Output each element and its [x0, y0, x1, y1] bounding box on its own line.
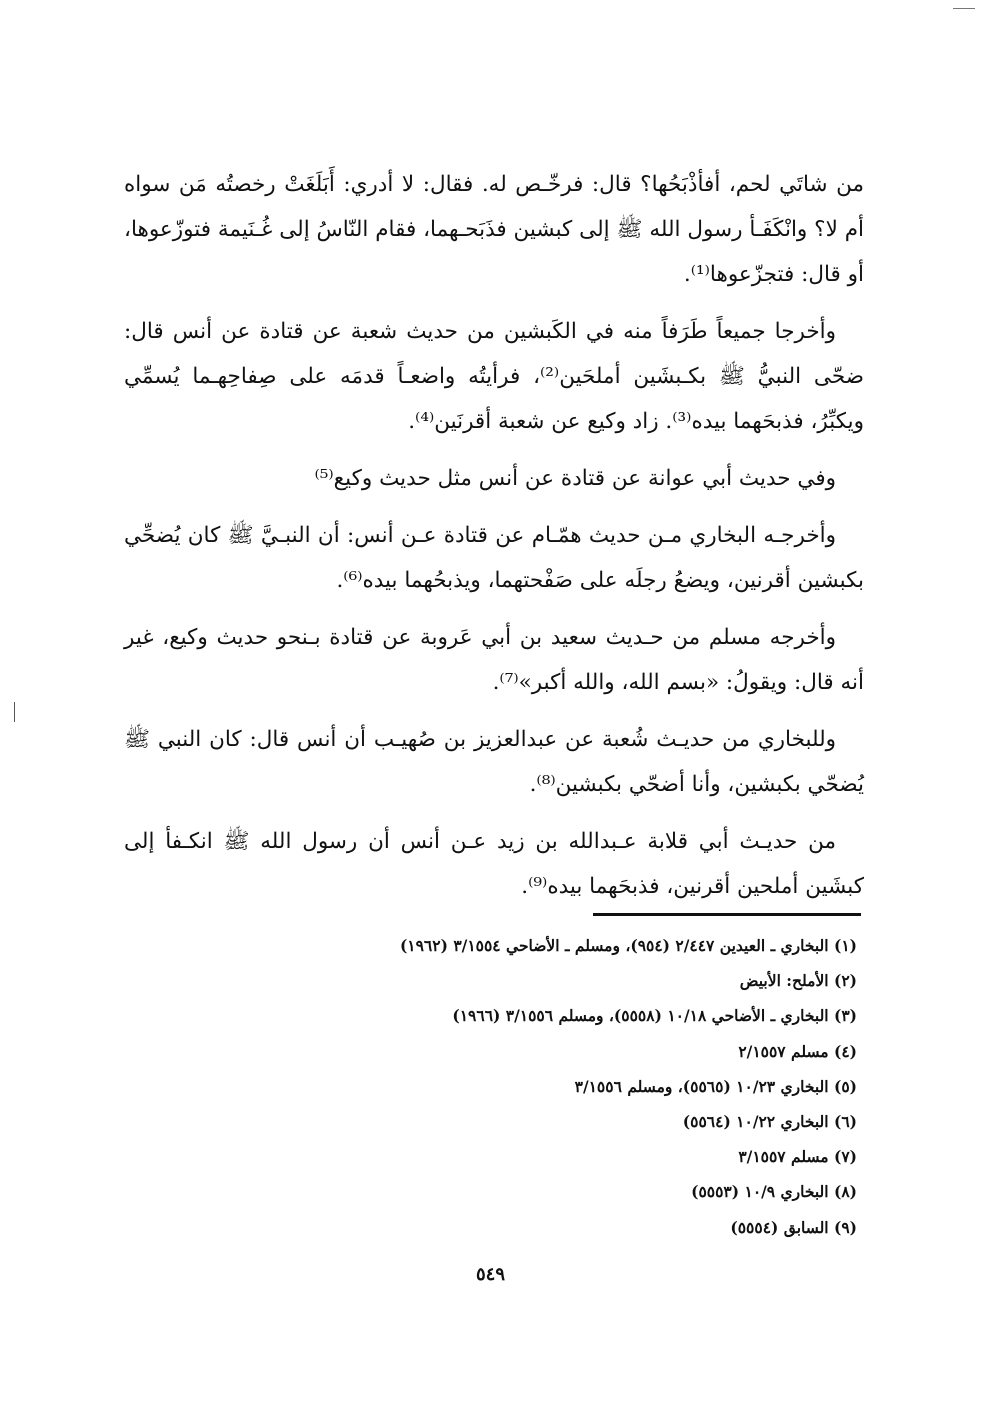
paragraph: وأخرجا جميعاً طَرَفاً منه في الكَبشين من حديث شعبة عن قتادة عن أنس قال: ضحّى النبيُّ ﷺ بكـبشَين أملحَين⁽²⁾، فرأيتُه واضعـاً قدمَه على صِفاحِهـما يُسمِّي ويكبِّرُ، فذبحَهما بيده⁽³⁾. زاد وكيع عن شعبة أقرنَين⁽⁴⁾.: [124, 319, 864, 434]
footnote: (٩) السابق (٥٥٥٤): [730, 1217, 857, 1237]
footnote: (٢) الأملح: الأبيض: [739, 971, 857, 991]
footnotes: [297, 928, 857, 1245]
paragraph: وفي حديث أبي عوانة عن قتادة عن أنس مثل حديث وكيع⁽⁵⁾: [314, 466, 836, 491]
paragraph: من حديـث أبي قلابة عـبدالله بن زيد عـن أنس أن رسول الله ﷺ انكـفأ إلى كبشَين أملحين أقرنين، فذبحَهما بيده⁽⁹⁾.: [124, 829, 864, 899]
footnote: (٤) مسلم ٢/١٥٥٧: [738, 1041, 857, 1061]
footnote: (١) البخاري ـ العيدين ٢/٤٤٧ (٩٥٤)، ومسلم ـ الأضاحي ٣/١٥٥٤ (١٩٦٢): [399, 936, 857, 955]
footnote: (٣) البخاري ـ الأضاحي ١٠/١٨ (٥٥٥٨)، ومسلم ٣/١٥٥٦ (١٩٦٦): [452, 1006, 857, 1026]
footnote: (٥) البخاري ١٠/٢٣ (٥٥٦٥)، ومسلم ٣/١٥٥٦: [574, 1076, 857, 1096]
paragraph: وللبخاري من حديـث شُعبة عن عبدالعزيز بن صُهيـب أن أنس قال: كان النبي ﷺ يُضحّي بكبشين، وأنا أضحّي بكبشين⁽⁸⁾.: [124, 727, 864, 797]
page-number: ٥٤٩: [475, 1264, 505, 1285]
footnote-separator: [593, 913, 861, 916]
footnote: (٨) البخاري ١٠/٩ (٥٥٥٣): [691, 1182, 857, 1202]
paragraph: من شاتَي لحم، أفأذْبَحُها؟ قال: فرخّـص له. فقال: لا أدري: أَبَلَغَتْ رخصتُه مَن سواه أم لا؟ وانْكَفَـأ رسول الله ﷺ إلى كبشين فذَبَحـهما، فقام النّاسُ إلى غُـنَيمة فتوزّعوها، أو قال: فتجزّعوها⁽¹⁾.: [124, 172, 864, 287]
scan-mark-left: [14, 702, 15, 722]
paragraph: وأخرجه مسلم من حـديث سعيد بن أبي عَروبة عن قتادة بـنحو حديث وكيع، غير أنه قال: ويقولُ: «بسم الله، والله أكبر»⁽⁷⁾.: [124, 625, 864, 695]
main-text: [124, 162, 864, 921]
paragraph: وأخرجـه البخاري مـن حديث همّـام عن قتادة عـن أنس: أن النبـيَّ ﷺ كان يُضحِّي بكبشين أقرنين، ويضعُ رجلَه على صَفْحتهما، ويذبحُهما بيده⁽⁶⁾.: [124, 523, 864, 593]
footnote: (٦) البخاري ١٠/٢٢ (٥٥٦٤): [682, 1112, 857, 1132]
scan-mark: [953, 8, 975, 9]
footnote: (٧) مسلم ٣/١٥٥٧: [738, 1147, 857, 1167]
